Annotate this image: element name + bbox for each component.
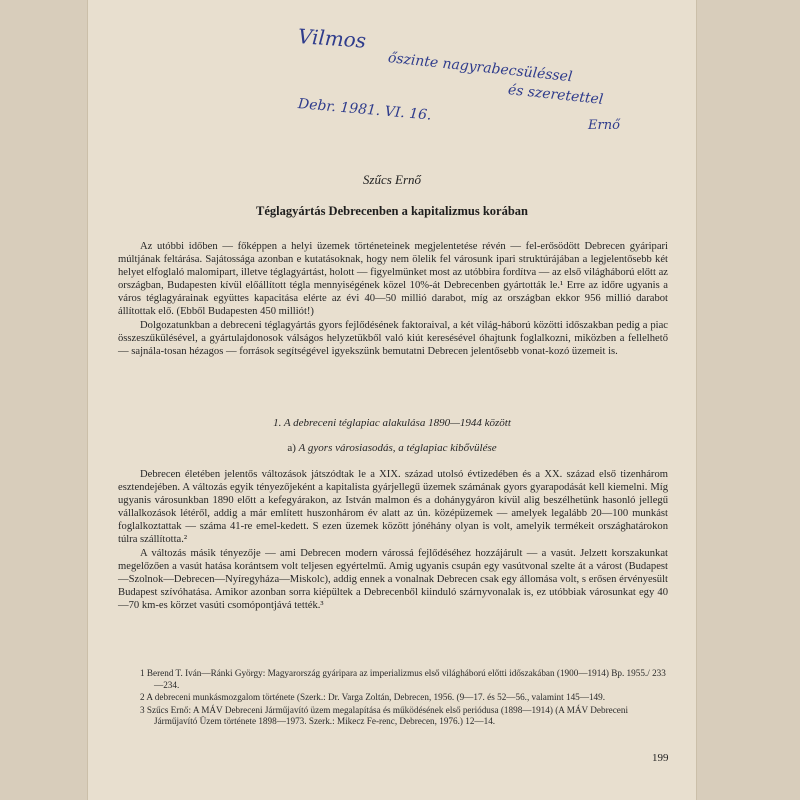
footnote: 3 Szűcs Ernő: A MÁV Debreceni Járműjavító üzem megalapítása és működésének első periódusa (1898—1914) (A MÁV Debreceni Járműjavító Üzem története 1898—1973. Szerk.: Mikecz Fe-renc, Debrecen, 1976.) 12—14. <box>140 704 629 727</box>
footnotes <box>140 668 668 729</box>
paragraph: Dolgozatunkban a debreceni téglagyártás gyors fejlődésének faktoraival, a két világ-háború közötti időszakban pedig a piac összeszűkülésével, a gyártulajdonosok válságos helyzetükből való kiút keresésével óhajtunk foglalkozni, miközben a fellelhető — sajnála-tosan hézagos — források segítségével igyekszünk bemutatni Debrecen jelentősebb vonat-kozó üzemeit is. <box>118 319 668 357</box>
paragraph: A változás másik tényezője — ami Debrecen modern várossá fejlődéséhez hozzájárult — a vasút. Jelzett korszakunkat megelőzően a vasút hatása korántsem volt teljesen egyértelmű. Amig ugyanis csupán egy vasútvonal szelte át a várost (Budapest—Szolnok—Debrecen—Nyíregyháza—Miskolc), addig ennek a vonalnak Debrecen csak egy állomása volt, s erősen érvényesült Budapest szívóhatása. Amikor azonban sorra kiépültek a Debrecenből kiinduló szárnyvonalak is, ez utóbbiak városunkat egy 40—70 km-es körzet vasúti csomópontjává tették.³ <box>118 547 668 611</box>
handwritten-date: Debr. 1981. VI. 16. <box>297 96 433 124</box>
author-name: Szűcs Ernő <box>362 172 422 187</box>
paragraph: Debrecen életében jelentős változások játszódtak le a XIX. század utolsó évtizedében és a XX. század első tizenhárom esztendejében. A változás egyik tényezőjeként a kapitalista gyárjellegű üzemek számának gyors gyarapodását kell kiemelni. Míg ugyanis városunkban 1890 előtt a kefegyárakon, az István malmon és a dohánygyáron kívül alig beszélhetünk hasonló jellegű vállalkozások létéről, addig a már említett huszonhárom év alatt az ún. középüzemek — amelyek legalább 20—100 munkást foglalkoztattak — száma 41-re emel-kedett. S ezen üzemek között jónéhány olyan is volt, amelyik termékeit országhatárokon túlra szállította.² <box>118 469 668 546</box>
page-number: 199 <box>652 752 669 764</box>
book-page <box>88 0 696 800</box>
handwritten-dedication-line1: őszinte nagyrabecsüléssel <box>387 50 574 86</box>
section-heading-text: 1. A debreceni téglapiac alakulása 1890—1944 között <box>273 417 511 429</box>
subsection-title: A gyors városiasodás, a téglapiac kibővülése <box>298 442 497 454</box>
handwritten-dedication-line2: és szeretettel <box>507 82 604 108</box>
subsection-prefix: a) <box>287 442 296 454</box>
section-heading <box>88 417 696 429</box>
handwritten-signature: Ernő <box>588 118 620 133</box>
paragraph: Az utóbbi időben — főképpen a helyi üzemek történeteinek megjelentetése révén — fel-erősödött Debrecen gyáripari múltjának feltárása. Sajátossága azonban e kutatásoknak, hogy nem ölelik fel városunk ipari struktúrájában a legjelentősebb két helyet elfoglaló malomipart, illetve téglagyártást, holott — figyelmünket most az utóbbira fordítva — az első világháború előtt az országban, Budapesten kívül előállított tégla mennyiségének közel 10%-át Debrecenben gyártották le.¹ Erre az időre ugyanis a város téglagyárainak együttes kapacitása elérte az évi 40—50 millió darabot, míg az országban ekkor 956 millió darabot állítottak elő. (Ebből Budapesten 450 milliót!) <box>118 241 668 318</box>
section-text <box>118 468 668 612</box>
article-title: Téglagyártás Debrecenben a kapitalizmus korában <box>256 204 528 218</box>
handwritten-name: Vilmos <box>297 24 367 53</box>
subsection-heading <box>88 442 696 454</box>
footnote: 1 Berend T. Iván—Ránki György: Magyarország gyáripara az imperializmus első világháború előtti időszakában (1900—1914) Bp. 1955./ 233—234. <box>140 668 666 690</box>
intro-text <box>118 240 668 358</box>
footnote: 2 A debreceni munkásmozgalom története (Szerk.: Dr. Varga Zoltán, Debrecen, 1956. (9—17. és 52—56., valamint 145—149. <box>140 692 606 703</box>
